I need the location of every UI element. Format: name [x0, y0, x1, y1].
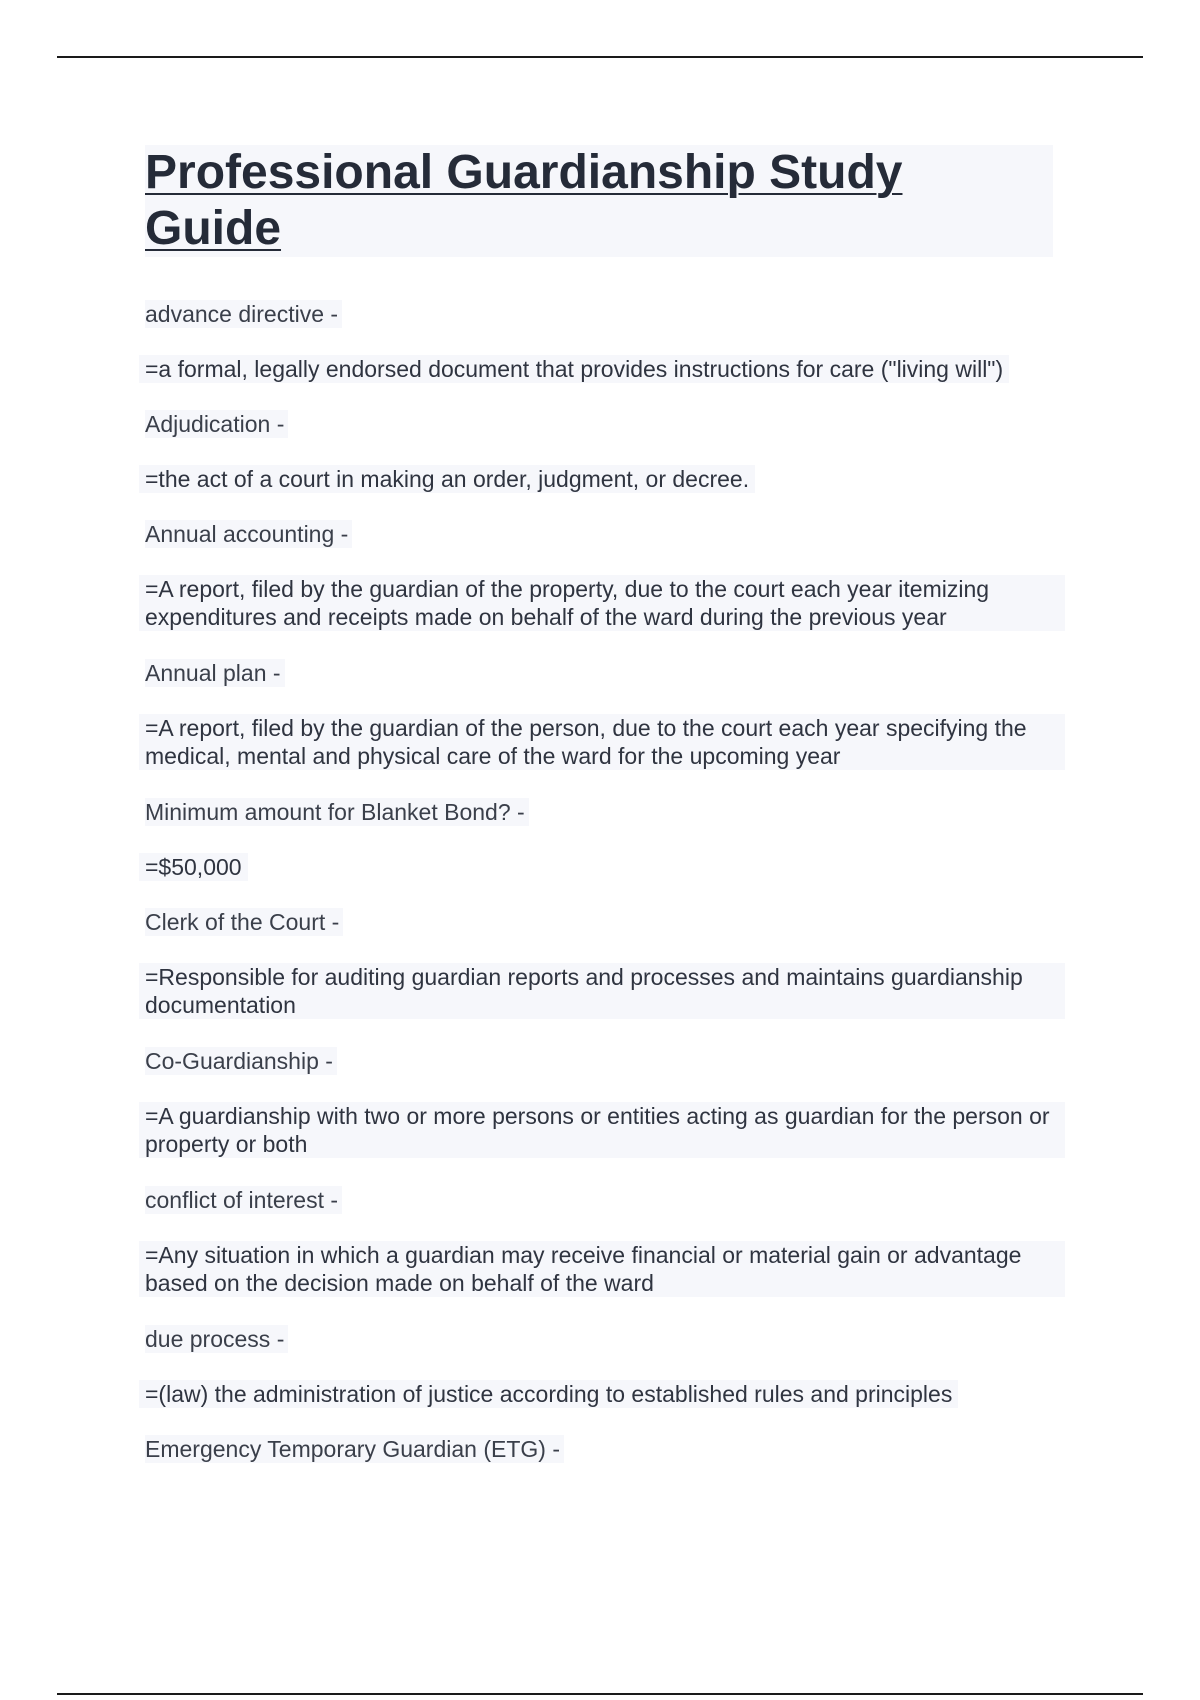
definition-row	[145, 853, 1065, 908]
footer-rule	[57, 1693, 1143, 1695]
term-row	[145, 300, 1065, 355]
definition-row	[145, 963, 1065, 1047]
term-label: Annual plan -	[145, 659, 285, 687]
definition-text: =$50,000	[139, 853, 248, 881]
term-row	[145, 1047, 1065, 1102]
definition-text: =(law) the administration of justice according to established rules and principles	[139, 1380, 958, 1408]
term-label: due process -	[145, 1325, 288, 1353]
term-row	[145, 410, 1065, 465]
term-row	[145, 520, 1065, 575]
term-label: advance directive -	[145, 300, 342, 328]
definition-row	[145, 355, 1065, 410]
term-row	[145, 908, 1065, 963]
title-block	[145, 145, 1053, 257]
page-title: Professional Guardianship Study Guide	[145, 146, 903, 255]
definition-row	[145, 575, 1065, 659]
term-label: Emergency Temporary Guardian (ETG) -	[145, 1435, 564, 1463]
term-label: conflict of interest -	[145, 1186, 342, 1214]
definition-text: =Responsible for auditing guardian reports and processes and maintains guardianship documentation	[139, 963, 1065, 1019]
term-row	[145, 798, 1065, 853]
term-row	[145, 1325, 1065, 1380]
term-row	[145, 659, 1065, 714]
term-label: Co-Guardianship -	[145, 1047, 337, 1075]
term-row	[145, 1186, 1065, 1241]
header-rule	[57, 56, 1143, 58]
definition-text: =A report, filed by the guardian of the property, due to the court each year itemizing expenditures and receipts made on behalf of the ward during the previous year	[139, 575, 1065, 631]
definition-text: =Any situation in which a guardian may receive financial or material gain or advantage based on the decision made on behalf of the ward	[139, 1241, 1065, 1297]
definition-text: =A guardianship with two or more persons or entities acting as guardian for the person or property or both	[139, 1102, 1065, 1158]
definition-row	[145, 714, 1065, 798]
definition-text: =A report, filed by the guardian of the person, due to the court each year specifying the medical, mental and physical care of the ward for the upcoming year	[139, 714, 1065, 770]
term-label: Minimum amount for Blanket Bond? -	[145, 798, 529, 826]
term-row	[145, 1435, 1065, 1490]
definition-row	[145, 1380, 1065, 1435]
term-label: Adjudication -	[145, 410, 288, 438]
term-label: Clerk of the Court -	[145, 908, 343, 936]
definition-row	[145, 1241, 1065, 1325]
definition-text: =the act of a court in making an order, judgment, or decree.	[139, 465, 755, 493]
definition-text: =a formal, legally endorsed document that provides instructions for care ("living will")	[139, 355, 1009, 383]
term-label: Annual accounting -	[145, 520, 352, 548]
definition-row	[145, 1102, 1065, 1186]
study-guide-content	[145, 300, 1065, 1490]
definition-row	[145, 465, 1065, 520]
